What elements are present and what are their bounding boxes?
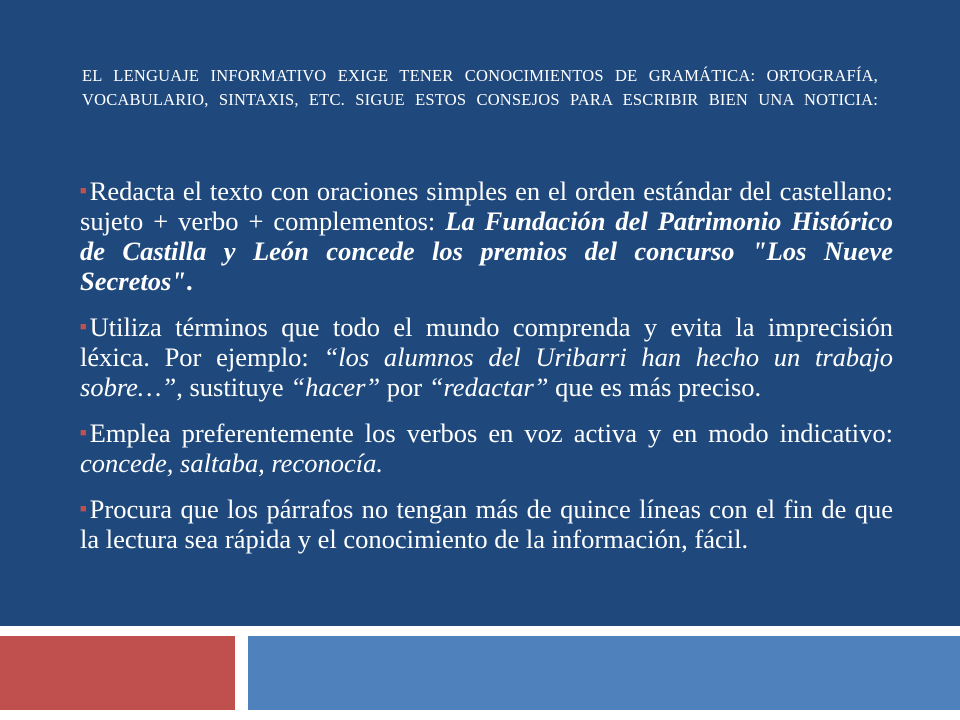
bullet-item-1 bbox=[80, 176, 893, 296]
bullet-3-text: Emplea preferentemente los verbos en voz activa y en modo indicativo: bbox=[89, 418, 893, 448]
bullet-item-2 bbox=[80, 312, 893, 402]
bullet-2-example-1: “los alumnos del Uribarri han hecho un trabajo sobre…” bbox=[80, 342, 893, 402]
bullet-4-text: Procura que los párrafos no tengan más de quince líneas con el fin de que la lectura sea rápida y el conocimiento de la información, fácil. bbox=[80, 494, 893, 554]
bullet-2-end: que es más preciso. bbox=[548, 372, 762, 402]
footer-bar-blue bbox=[248, 636, 960, 710]
bullet-1-text: Redacta el texto con oraciones simples en el orden estándar del castellano: sujeto + verbo + complementos: bbox=[80, 176, 893, 236]
bullet-item-4 bbox=[80, 494, 893, 554]
slide-title: EL LENGUAJE INFORMATIVO EXIGE TENER CONOCIMIENTOS DE GRAMÁTICA: ORTOGRAFÍA, VOCABULARIO, SINTAXIS, ETC. SIGUE ESTOS CONSEJOS PARA ESCRIBIR BIEN UNA NOTICIA: bbox=[82, 66, 878, 109]
bullet-1-end: . bbox=[185, 266, 193, 296]
bullet-3-example: concede, saltaba, reconocía. bbox=[80, 448, 383, 478]
bullet-2-text: Utiliza términos que todo el mundo comprenda y evita la imprecisión léxica. Por ejemplo: bbox=[80, 312, 893, 372]
bullet-marker-icon: ■ bbox=[80, 427, 87, 439]
bullet-2-mid-2: por bbox=[380, 372, 429, 402]
bullet-1-example: La Fundación del Patrimonio Histórico de Castilla y León concede los premios del concurso "Los Nueve Secretos" bbox=[80, 206, 893, 296]
bullet-item-3 bbox=[80, 418, 893, 478]
bullet-marker-icon: ■ bbox=[80, 185, 87, 197]
bullet-marker-icon: ■ bbox=[80, 321, 87, 333]
footer-bar-red bbox=[0, 636, 235, 710]
bullet-list bbox=[80, 176, 893, 570]
bullet-2-example-3: “redactar” bbox=[428, 372, 549, 402]
bullet-marker-icon: ■ bbox=[80, 503, 87, 515]
bullet-2-example-2: “hacer” bbox=[290, 372, 381, 402]
bullet-2-mid-1: , sustituye bbox=[176, 372, 291, 402]
